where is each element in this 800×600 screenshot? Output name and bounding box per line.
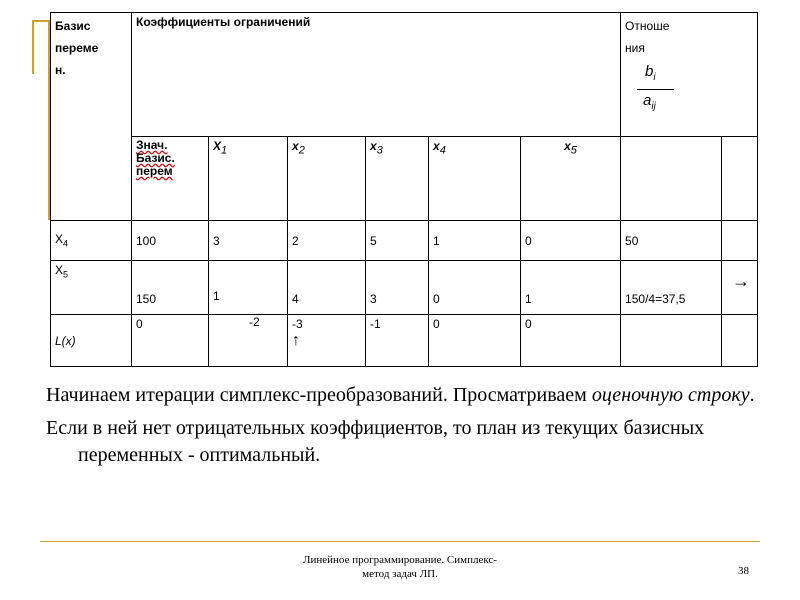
- table-cell: 2: [288, 221, 366, 261]
- header-coefficients: Коэффициенты ограничений: [132, 13, 621, 137]
- header-basis-values-line1: Знач.: [136, 138, 168, 152]
- row-x4-label: $X_4$: [51, 221, 132, 261]
- table-cell: -1: [366, 315, 429, 367]
- footer-title: [250, 553, 550, 581]
- header-var-x5: $x_5$: [521, 137, 621, 221]
- header-basis-values: [132, 137, 209, 221]
- header-ratio-line2: ния: [625, 41, 645, 55]
- row-x5-label: $X_5$: [51, 261, 132, 315]
- pivot-row-arrow-icon: →: [732, 271, 751, 291]
- ratio-denominator: a: [643, 92, 652, 109]
- header-var-x4: $x_4$: [429, 137, 521, 221]
- paragraph-optimality: Если в ней нет отрицательных коэффициентов, то план из текущих базисных переменных - оптимальный.: [46, 417, 705, 466]
- header-ratio-line1: Отноше: [625, 19, 670, 33]
- header-var-x2: $x_2$: [288, 137, 366, 221]
- table-cell: 0: [429, 315, 521, 367]
- ratio-denominator-sub: ij: [651, 101, 656, 112]
- header-ratio-empty: [621, 137, 722, 221]
- table-cell: [722, 315, 758, 367]
- table-cell: [209, 315, 288, 367]
- table-cell: 5: [366, 221, 429, 261]
- table-cell: 3: [209, 221, 288, 261]
- header-basis-values-line3: перем: [136, 164, 173, 178]
- table-cell: 100: [132, 221, 209, 261]
- row-x4-ratio: 50: [621, 221, 722, 261]
- table-cell: 0: [521, 315, 621, 367]
- header-var-x1: $X_1$: [209, 137, 288, 221]
- page-number: 38: [738, 565, 749, 577]
- table-cell: 150: [132, 261, 209, 315]
- table-cell: 1: [521, 261, 621, 315]
- header-var-x3: $x_3$: [366, 137, 429, 221]
- paragraph-iteration: Начинаем итерации симплекс-преобразований. Просматриваем оценочную строку.: [46, 384, 755, 406]
- table-cell: 1: [429, 221, 521, 261]
- ratio-numerator-sub: i: [653, 72, 656, 83]
- header-empty-corner: [722, 13, 758, 137]
- row-x5-ratio: 150/4=37,5: [621, 261, 722, 315]
- table-cell: 4: [288, 261, 366, 315]
- table-cell: [621, 315, 722, 367]
- objective-value: -2: [249, 315, 260, 329]
- decorative-bracket: [32, 20, 48, 74]
- objective-value: -3: [292, 317, 303, 331]
- ratio-numerator: b: [645, 63, 654, 80]
- header-ratio: [621, 13, 722, 137]
- emphasis-evaluation-row: оценочную строку: [591, 384, 750, 406]
- table-cell: 0: [521, 221, 621, 261]
- ratio-fraction: [637, 61, 718, 118]
- table-cell: 1: [209, 261, 288, 315]
- header-basis-line1: Базис: [55, 19, 91, 33]
- header-basis-values-line2: Базис.: [136, 151, 175, 165]
- footer-title-line2: метод задач ЛП.: [362, 568, 438, 580]
- table-cell: 0: [132, 315, 209, 367]
- simplex-table: [50, 12, 758, 367]
- table-cell: 3: [366, 261, 429, 315]
- header-basis: [51, 13, 132, 221]
- table-cell: 0: [429, 261, 521, 315]
- row-x5-marker: [722, 261, 758, 315]
- header-basis-line3: н.: [55, 63, 66, 77]
- header-marker-empty: [722, 137, 758, 221]
- row-x4-marker: [722, 221, 758, 261]
- table-cell: [288, 315, 366, 367]
- slide-text: [46, 382, 766, 475]
- header-basis-line2: переме: [55, 41, 99, 55]
- footer-title-line1: Линейное программирование. Симплекс-: [303, 554, 497, 566]
- row-objective-label: L(x): [51, 315, 132, 367]
- footer-divider: [40, 541, 760, 542]
- pivot-column-arrow-icon: ↑: [292, 332, 300, 349]
